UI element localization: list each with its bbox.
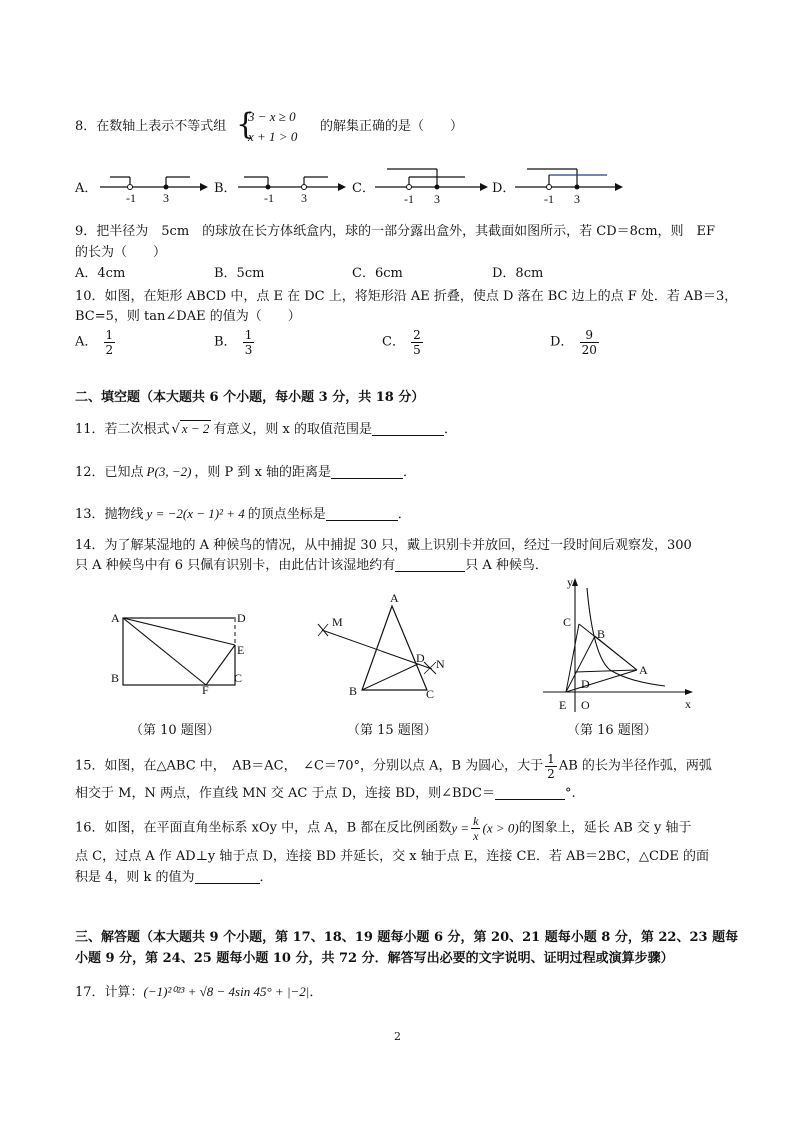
q8-c-tick-minus1: -1 (404, 192, 414, 205)
q11-radicand: x − 2 (181, 421, 210, 436)
q14-line2-post: 只 A 种候鸟． (465, 558, 548, 573)
q8-number-line-a (100, 165, 210, 205)
q13-end: ． (397, 507, 411, 522)
q15-line1 (75, 752, 712, 781)
section3-heading-line2: 小题 9 分，第 24、25 题每小题 10 分，共 72 分．解答写出必要的文字说明、证明过程或演算步骤） (75, 951, 674, 966)
q8-number-line-d (515, 160, 630, 205)
q15-line1-post: AB 的长为半径作弧，两弧 (558, 758, 712, 774)
q13 (75, 505, 411, 524)
q10-line2: BC=5，则 tan∠DAE 的值为（ ） (75, 309, 301, 324)
q13-answer-blank[interactable] (326, 506, 398, 521)
fig10-label-c: C (234, 671, 243, 685)
q9-option-b: B．5cm (214, 266, 265, 281)
q10-option-a-label: A． (75, 334, 98, 350)
q11-end: ． (444, 422, 458, 437)
q10-line1: 10．如图，在矩形 ABCD 中，点 E 在 DC 上，将矩形沿 AE 折叠，使点 D 落在 BC 边上的点 F 处．若 AB＝3， (75, 289, 738, 304)
q8-number-line-c (375, 160, 490, 205)
fig10-label-d: D (237, 611, 246, 625)
figure-16 (535, 576, 700, 716)
q10-option-c-label: C． (382, 334, 405, 350)
q9-option-a: A．4cm (75, 266, 126, 281)
q10-d-num: 9 (580, 328, 599, 343)
q16-answer-blank[interactable] (195, 869, 260, 884)
q8-d-tick-3: 3 (574, 192, 580, 205)
fig10-label-e: E (237, 643, 245, 657)
q16-line2: 点 C，过点 A 作 AD⊥y 轴于点 D，连接 BD 并延长，交 x 轴于点 E，连接 CE．若 AB＝2BC，△CDE 的面 (75, 849, 710, 864)
q17-pre: 17．计算： (75, 985, 144, 1000)
q8-number: 8． (75, 119, 97, 134)
q12-point: P(3, −2) (146, 464, 192, 479)
q16-line3-pre: 积是 4，则 k 的值为 (75, 870, 195, 885)
q8-number-line-b (238, 165, 348, 205)
q8-stem-a: 在数轴上表示不等式组 (96, 119, 227, 134)
q11: 11．若二次根式 √ x − 2 有意义，则 x 的取值范围是 ． (75, 421, 458, 437)
q13-post: 的顶点坐标是 (247, 507, 326, 522)
q12-answer-blank[interactable] (331, 464, 403, 479)
q14-answer-blank[interactable] (395, 557, 465, 572)
q16-func-num: k (473, 814, 479, 828)
q11-pre: 11．若二次根式 (75, 422, 170, 437)
fig16-label-b: B (597, 627, 606, 641)
q8-option-b-label: B． (214, 181, 237, 196)
q15-frac-num: 1 (547, 752, 555, 766)
q10-b-den: 3 (244, 343, 253, 357)
fig10-caption: （第 10 题图） (130, 723, 220, 738)
page-number: 2 (394, 1030, 401, 1043)
q12 (75, 463, 416, 482)
fig16-label-y: y (567, 576, 573, 589)
q16-line1 (75, 814, 692, 843)
q11-answer-blank[interactable] (372, 421, 444, 436)
q10-option-d (550, 328, 601, 357)
q10-d-den: 20 (581, 343, 597, 357)
fig16-label-a: A (639, 663, 648, 677)
q10-a-den: 2 (105, 343, 114, 357)
q8-ineq1: 3 − x ≥ 0 (248, 109, 296, 124)
q15-line2-end: °. (564, 786, 576, 801)
fig15-label-m: M (332, 615, 343, 629)
q8-b-tick-3: 3 (301, 191, 307, 205)
q16-func-cond: (x > 0) (482, 820, 519, 836)
q12-end: ． (403, 465, 417, 480)
q10-option-a (75, 328, 117, 357)
fig15-label-d: D (416, 651, 425, 665)
fig10-label-f: F (202, 683, 209, 695)
q8-option-a-label: A． (75, 181, 98, 196)
q17-end: ． (309, 985, 323, 1000)
q11-post: 有意义，则 x 的取值范围是 (213, 422, 372, 437)
q10-b-num: 1 (244, 328, 253, 342)
q8-c-tick-3: 3 (434, 192, 440, 205)
fig10-label-b: B (111, 671, 120, 685)
q16-line3-end: ． (259, 870, 273, 885)
q10-option-b (214, 328, 256, 357)
q8-stem-b: 的解集正确的是（ ） (320, 119, 464, 134)
q17 (75, 983, 322, 1002)
q9-option-d: D．8cm (492, 266, 544, 281)
fig16-label-o: O (581, 698, 590, 712)
q10-a-num: 1 (105, 328, 114, 342)
q16-line1-pre: 16．如图，在平面直角坐标系 xOy 中，点 A，B 都在反比例函数 (75, 820, 452, 836)
q9-line1: 9．把半径为 5cm 的球放在长方体纸盒内，球的一部分露出盒外，其截面如图所示，若 CD＝8cm，则 EF (75, 224, 716, 239)
fig16-caption: （第 16 题图） (567, 723, 657, 738)
q10-c-den: 5 (413, 343, 421, 357)
figure-10 (105, 600, 255, 695)
q13-expression: y = −2(x − 1)² + 4 (146, 506, 245, 521)
q15-line2 (75, 785, 576, 803)
q12-post: ，则 P 到 x 轴的距离是 (194, 465, 332, 480)
q10-c-num: 2 (413, 328, 421, 342)
q14-line1: 14．为了解某湿地的 A 种候鸟的情况，从中捕捉 30 只，戴上识别卡并放回，经过一段时间后观察发，300 (75, 538, 692, 553)
q13-pre: 13．抛物线 (75, 507, 144, 522)
q8-option-d-label: D． (492, 181, 516, 196)
section3-heading-line1: 三、解答题（本大题共 9 个小题，第 17、18、19 题每小题 6 分，第 20、21 题每小题 8 分，第 22、23 题每 (75, 930, 739, 945)
q8-d-tick-minus1: -1 (544, 192, 554, 205)
q8-a-tick-minus1: -1 (126, 191, 136, 205)
fig16-label-e: E (559, 698, 567, 712)
q16-func-den: x (473, 829, 479, 843)
fig15-label-b: B (349, 684, 358, 698)
q14-line2-pre: 只 A 种候鸟中有 6 只佩有识别卡，由此估计该湿地约有 (75, 558, 396, 573)
q8-option-c-label: C． (352, 181, 375, 196)
q16-line3 (75, 869, 273, 887)
q9-option-c: C．6cm (352, 266, 403, 281)
q8-b-tick-minus1: -1 (264, 191, 274, 205)
figure-15 (312, 592, 452, 702)
fig10-label-a: A (111, 611, 120, 625)
q12-pre: 12．已知点 (75, 465, 144, 480)
q16-line1-post: 的图象上，延长 AB 交 y 轴于 (518, 820, 692, 836)
q15-frac-den: 2 (547, 767, 555, 781)
q16-func-y: y = (451, 820, 470, 836)
q15-answer-blank[interactable] (495, 785, 565, 800)
q15-line2-pre: 相交于 M，N 两点，作直线 MN 交 AC 于点 D，连接 BD，则∠BDC＝ (75, 786, 495, 801)
fig16-label-x: x (685, 697, 691, 711)
fig15-label-a: A (390, 592, 399, 605)
section2-heading: 二、填空题（本大题共 6 个小题，每小题 3 分，共 18 分） (75, 390, 425, 405)
q8-brace: { (236, 107, 256, 142)
fig15-label-c: C (426, 687, 435, 701)
fig15-caption: （第 15 题图） (347, 723, 437, 738)
fig15-label-n: N (436, 657, 445, 671)
q8-text (75, 118, 226, 136)
q9-line2: 的长为（ ） (75, 245, 167, 260)
q10-option-b-label: B． (214, 334, 237, 350)
q14-line2 (75, 557, 548, 575)
fig16-label-c: C (563, 615, 572, 629)
q8-a-tick-3: 3 (163, 191, 169, 205)
q10-option-d-label: D． (550, 334, 574, 350)
q15-line1-pre: 15．如图，在△ABC 中， AB＝AC， ∠C＝70°，分别以点 A，B 为圆心，大于 (75, 758, 544, 774)
q8-ineq2: x + 1 > 0 (248, 129, 298, 144)
fig16-label-d: D (581, 677, 590, 691)
q17-expression: (−1)²⁰²³ + √8 − 4sin 45° + |−2| (143, 984, 310, 999)
q10-option-c (382, 328, 425, 357)
